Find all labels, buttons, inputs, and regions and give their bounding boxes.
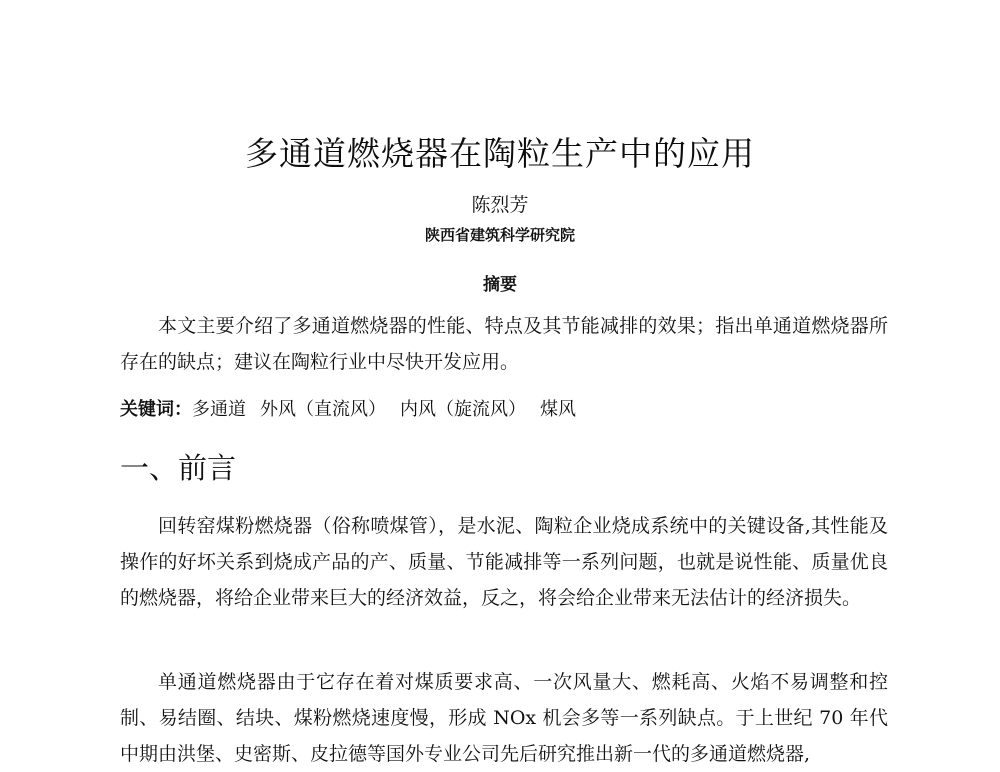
body-paragraph: 单通道燃烧器由于它存在着对煤质要求高、一次风量大、燃耗高、火焰不易调整和控制、易结圈、结块、煤粉燃烧速度慢，形成 NOx 机会多等一系列缺点。于上世纪 70 年代中期由洪堡、史密斯、皮拉德等国外专业公司先后研究推出新一代的多通道燃烧器, <box>120 671 888 765</box>
keyword-item: 内风（旋流风） <box>400 399 526 420</box>
keyword-item: 外风（直流风） <box>260 399 386 420</box>
abstract-text: 本文主要介绍了多通道燃烧器的性能、特点及其节能减排的效果；指出单通道燃烧器所存在的缺点；建议在陶粒行业中尽快开发应用。 <box>120 315 888 373</box>
keywords-line <box>120 396 888 424</box>
section-heading-introduction: 一、前言 <box>120 451 237 485</box>
keyword-item: 煤风 <box>540 399 576 420</box>
body-paragraph: 回转窑煤粉燃烧器（俗称喷煤管），是水泥、陶粒企业烧成系统中的关键设备,其性能及操作的好坏关系到烧成产品的产、质量、节能减排等一系列问题，也就是说性能、质量优良的燃烧器，将给企业带来巨大的经济效益，反之，将会给企业带来无法估计的经济损失。 <box>120 515 888 609</box>
keywords-label: 关键词： <box>120 399 192 420</box>
abstract-heading: 摘要 <box>483 275 517 295</box>
author-affiliation: 陕西省建筑科学研究院 <box>424 226 575 244</box>
paper-title: 多通道燃烧器在陶粒生产中的应用 <box>245 134 755 173</box>
author-name: 陈烈芳 <box>471 194 529 216</box>
keyword-item: 多通道 <box>192 399 246 420</box>
